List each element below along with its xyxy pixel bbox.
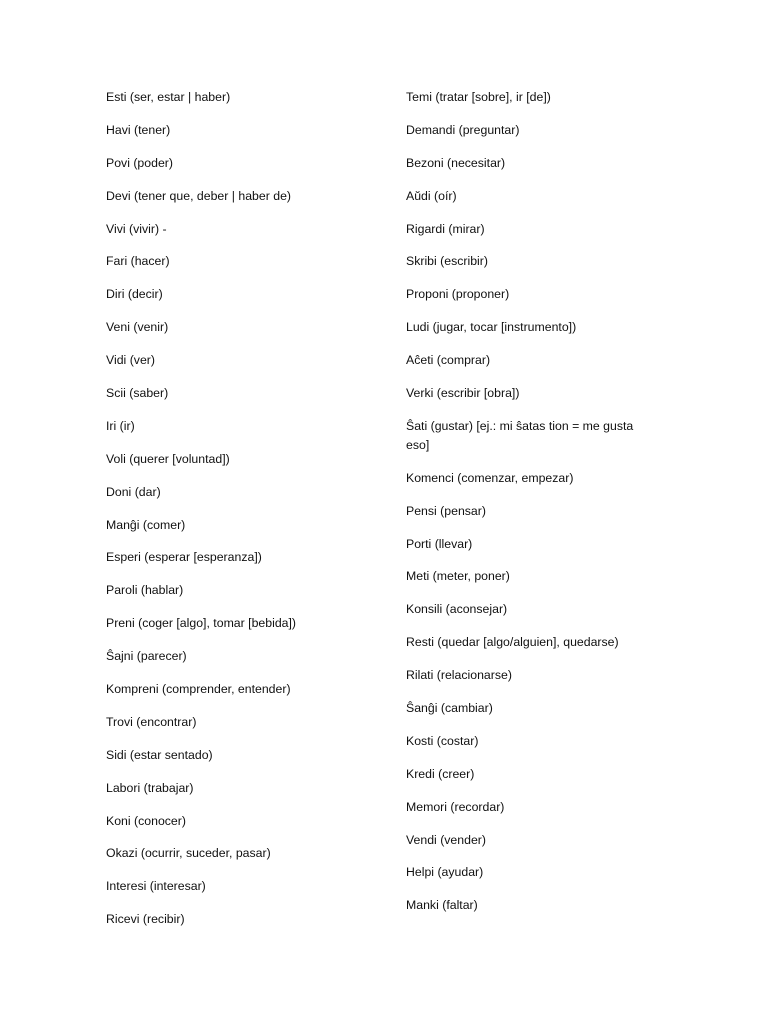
verb-entry: Preni (coger [algo], tomar [bebida]) (106, 616, 297, 631)
verb-entry: Iri (ir) (106, 418, 135, 433)
verb-entry: Devi (tener que, deber | haber de) (106, 188, 292, 203)
verb-entry: Ŝajni (parecer) (106, 649, 187, 664)
verb-entry: Memori (recordar) (406, 799, 505, 814)
verb-entry: Esti (ser, estar | haber) (106, 90, 231, 104)
verb-entry: Helpi (ayudar) (406, 865, 484, 880)
verb-entry: Ricevi (recibir) (106, 912, 185, 927)
verb-entry: Komenci (comenzar, empezar) (406, 470, 574, 485)
verb-entry: Ŝati (gustar) [ej.: mi ŝatas tion = me gusta eso] (406, 418, 634, 452)
verb-entry: Resti (quedar [algo/alguien], quedarse) (406, 635, 619, 650)
verb-entry: Porti (llevar) (406, 536, 473, 551)
verb-entry: Trovi (encontrar) (106, 714, 197, 729)
verb-entry: Ŝanĝi (cambiar) (406, 701, 493, 716)
verb-entry: Rigardi (mirar) (406, 221, 485, 236)
verb-entry: Interesi (interesar) (106, 879, 206, 894)
verb-entry: Rilati (relacionarse) (406, 668, 512, 683)
verb-entry: Vendi (vender) (406, 832, 486, 847)
verb-entry: Skribi (escribir) (406, 254, 488, 269)
verb-entry: Konsili (aconsejar) (406, 602, 508, 617)
verb-entry: Manĝi (comer) (106, 517, 186, 532)
verb-entry: Fari (hacer) (106, 254, 170, 269)
verb-entry: Doni (dar) (106, 484, 161, 499)
verb-entry: Vidi (ver) (106, 353, 155, 368)
verb-entry: Veni (venir) (106, 320, 169, 335)
verb-entry: Voli (querer [voluntad]) (106, 451, 230, 466)
verb-list-left (106, 88, 386, 943)
verb-entry: Sidi (estar sentado) (106, 747, 213, 762)
verb-entry: Kosti (costar) (406, 733, 479, 748)
verb-entry: Meti (meter, poner) (406, 569, 510, 584)
verb-entry: Pensi (pensar) (406, 503, 486, 518)
verb-entry: Aĉeti (comprar) (406, 353, 491, 368)
verb-entry: Okazi (ocurrir, suceder, pasar) (106, 846, 271, 861)
verb-entry: Scii (saber) (106, 386, 169, 401)
verb-entry: Esperi (esperar [esperanza]) (106, 550, 262, 565)
verb-entry: Havi (tener) (106, 122, 171, 137)
verb-entry: Koni (conocer) (106, 813, 186, 828)
verb-entry: Paroli (hablar) (106, 583, 184, 598)
verb-entry: Manki (faltar) (406, 898, 478, 913)
verb-entry: Ludi (jugar, tocar [instrumento]) (406, 320, 577, 335)
verb-entry: Temi (tratar [sobre], ir [de]) (406, 90, 551, 104)
verb-list-right (406, 88, 656, 929)
verb-entry: Kompreni (comprender, entender) (106, 682, 291, 697)
verb-entry: Diri (decir) (106, 287, 163, 302)
verb-entry: Bezoni (necesitar) (406, 155, 506, 170)
verb-entry: Aŭdi (oír) (406, 188, 457, 203)
verb-entry: Proponi (proponer) (406, 287, 510, 302)
verb-entry: Povi (poder) (106, 155, 173, 170)
verb-entry: Demandi (preguntar) (406, 122, 520, 137)
verb-entry: Kredi (creer) (406, 766, 475, 781)
verb-entry: Verki (escribir [obra]) (406, 386, 520, 401)
verb-entry: Labori (trabajar) (106, 780, 194, 795)
verb-entry: Vivi (vivir) - (106, 221, 167, 236)
